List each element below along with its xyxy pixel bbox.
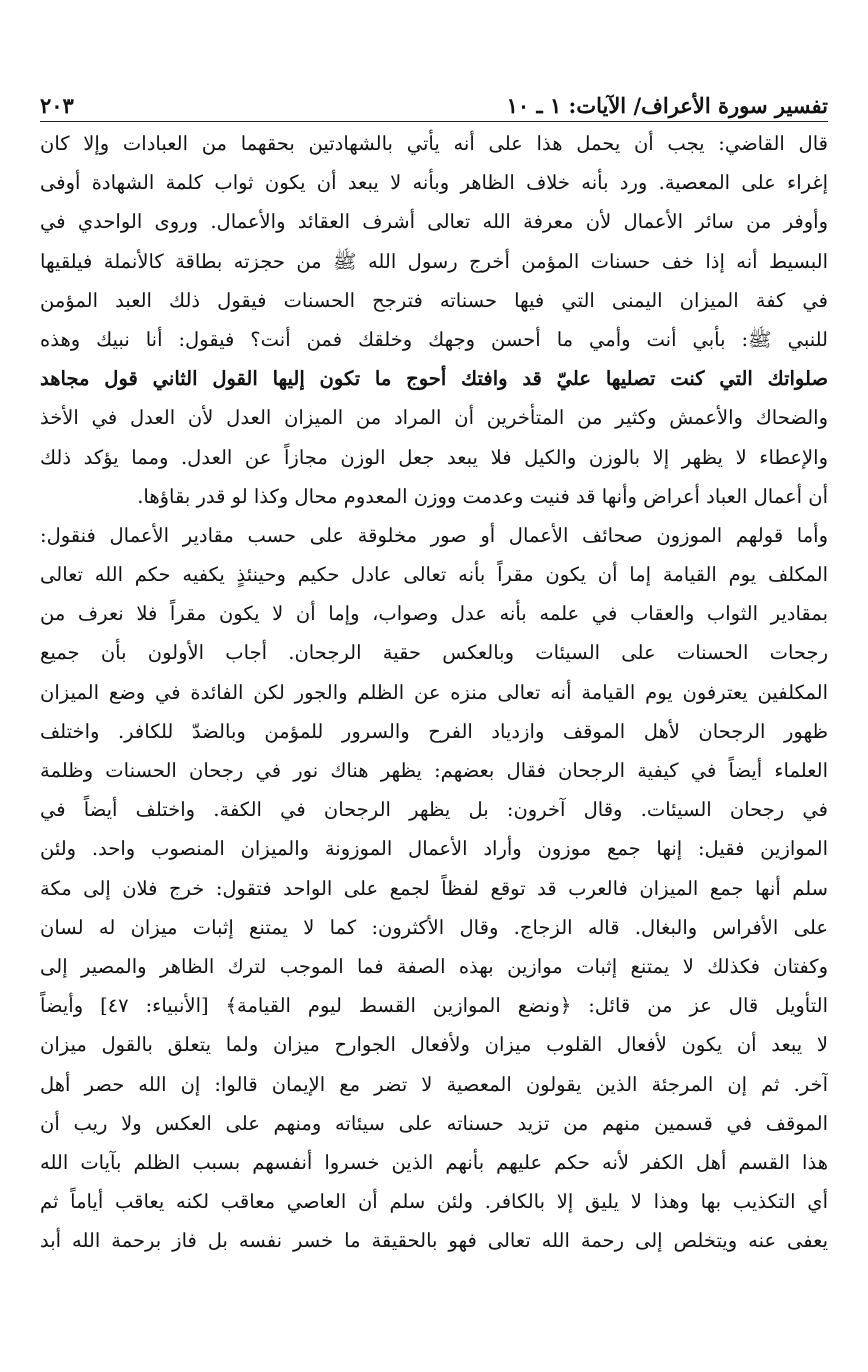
header-title: تفسير سورة الأعراف/ الآيات: ١ ـ ١٠ [506,93,828,118]
header-divider [40,121,828,122]
running-header [40,84,828,118]
text-line-4: البسيط أنه إذا خف حسنات المؤمن أخرج رسول الله ﷺ من حجزته بطاقة كالأنملة فيلقيها [40,249,828,273]
text-line-7: صلواتك التي كنت تصليها عليّ قد وافتك أحوج ما تكون إليها القول الثاني قول مجاهد [40,367,828,391]
text-line-27: هذا القسم أهل الكفر لأنه حكم عليهم بأنهم الذين خسروا أنفسهم بسبب الظلم بآيات الله [40,1150,828,1174]
text-line-16: ظهور الرجحان لأهل الموقف وازدياد الفرح والسرور للمؤمن وبالضدّ للكافر. واختلف [40,719,828,743]
text-line-1: قال القاضي: يجب أن يحمل هذا على أنه يأتي بالشهادتين بحقهما من العبادات وإلا كان [40,132,828,155]
text-line-13: بمقادير الثواب والعقاب في علمه بأنه عدل وصواب، وإما أن لا يكون مقراً فلا نعرف من [40,602,828,626]
text-line-28: أي التكذيب بها وهذا لا يليق إلا بالكافر. ولئن سلم أن العاصي معاقب لكنه يعاقب أياماً ثم [40,1190,828,1214]
book-page [40,0,828,1372]
text-line-26: الموقف في قسمين منهم من تزيد حسناته على سيئاته ومنهم على العكس ولا ريب أن [40,1111,828,1135]
body-text [40,124,828,1260]
text-line-15: المكلفين يعترفون يوم القيامة أنه تعالى منزه عن الظلم والجور لكن الفائدة في وضع الميزان [40,680,828,704]
text-line-9: والإعطاء لا يظهر إلا بالوزن والكيل فلا يبعد جعل الوزن مجازاً عن العدل. ومما يؤكد ذلك [40,445,828,469]
text-line-2: إغراء على المعصية. ورد بأنه خلاف الظاهر وبأنه لا يبعد أن يكون ثواب كلمة الشهادة أوفى [40,171,828,195]
text-line-19: الموازين فقيل: إنها جمع موزون وأراد الأعمال الموزونة والميزان المنصوب واحد. ولئن [40,837,828,861]
text-line-10: أن أعمال العباد أعراض وأنها قد فنيت وعدمت ووزن المعدوم محال وكذا لو قدر بقاؤها. [137,484,828,508]
text-line-5: في كفة الميزان اليمنى التي فيها حسناته فترجح الحسنات فيقول ذلك العبد المؤمن [40,288,828,312]
text-line-17: العلماء أيضاً في كيفية الرجحان فقال بعضهم: يظهر هناك نور في رجحان الحسنات وظلمة [40,759,828,782]
text-line-29: يعفى عنه ويتخلص إلى رحمة الله تعالى فهو بالحقيقة ما خسر نفسه بل فاز برحمة الله أبد [40,1229,828,1253]
page-number: ٢٠٣ [40,93,74,118]
text-line-12: المكلف يوم القيامة إما أن يكون مقراً بأنه تعالى عادل حكيم وحينئذٍ يكفيه حكم الله تعالى [40,563,828,587]
text-line-8: والضحاك والأعمش وكثير من المتأخرين أن المراد من الميزان العدل لأن العدل في الأخذ [40,406,828,430]
text-line-25: آخر. ثم إن المرجئة الذين يقولون المعصية لا تضر مع الإيمان قالوا: إن الله حصر أهل [40,1072,828,1096]
text-line-11: وأما قولهم الموزون صحائف الأعمال أو صور مخلوقة على حسب مقادير الأعمال فنقول: [40,523,828,547]
text-line-18: في رجحان السيئات. وقال آخرون: بل يظهر الرجحان في الكفة. واختلف أيضاً في [40,798,828,822]
text-line-20: سلم أنها جمع الميزان فالعرب قد توقع لفظاً لجمع على الواحد فتقول: خرج فلان إلى مكة [40,876,828,900]
text-line-24: لا يبعد أن يكون لأفعال القلوب ميزان ولأفعال الجوارح ميزان ولما يتعلق بالقول ميزان [40,1033,828,1057]
text-line-6: للنبي ﷺ: بأبي أنت وأمي ما أحسن وجهك وخلقك فمن أنت؟ فيقول: أنا نبيك وهذه [40,327,828,351]
text-line-3: وأوفر من سائر الأعمال لأن معرفة الله تعالى أشرف العقائد والأعمال. وروى الواحدي في [40,210,828,234]
text-line-21: على الأفراس والبغال. قاله الزجاج. وقال الأكثرون: كما لا يمتنع إثبات ميزان له لسان [40,915,828,939]
text-line-23: التأويل قال عز من قائل: ﴿ونضع الموازين القسط ليوم القيامة﴾ [الأنبياء: ٤٧] وأيضاً [40,994,828,1018]
text-line-22: وكفتان فكذلك لا يمتنع إثبات موازين بهذه الصفة فما الموجب لترك الظاهر والمصير إلى [40,954,828,978]
text-line-14: رجحات الحسنات على السيئات وبالعكس حقية الرجحان. أجاب الأولون بأن جميع [40,641,828,665]
